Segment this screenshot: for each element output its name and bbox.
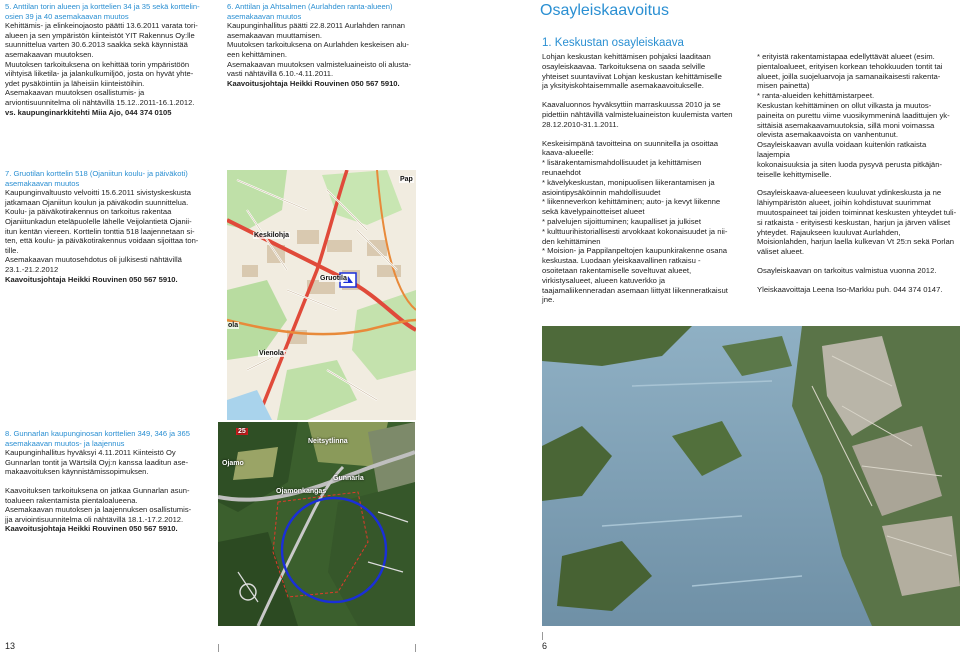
left-page-number: 13 <box>5 641 16 651</box>
lake-aerial-drawing <box>542 326 960 626</box>
section-5-text-3: Asemakaavan muutoksen osallistumis- ja arviontisuunnitelma oli nähtävillä 15.12..2011-16.1.2012. <box>5 88 195 107</box>
right-col1-p3: Keskeisimpänä tavoitteina on suunnitella ja osoittaa kaava-alueelle: * lisärakentamismahdollisuudet ja kehittämisen reunaehdot * kävelykeskustan, monipuolisen liikerantamisen ja asiointipysäköinnin mahdollisuudet * liikenneverkon kehittäminen; auto- ja kevyt liikenne sekä kävelypainotteiset alueet * palvelujen sijoittuminen; kaupalliset ja julkiset * kulttuurihistoriallisesti arvokkaat kokonaisuudet ja nii- den kehittäminen * Moision- ja Pappilanpeltojen kaupunkirakenne osana keskustaa. Luodaan yleiskaavallinen ratkaisu - osoitetaan rakentamiselle soveltuvat alueet, virkistysalueet, alueen katuverkko ja taajamaliikenneradan asemaan liittyät liikenneratkaisut jne. <box>542 138 728 305</box>
right-col2-p1: * erityistä rakentamistapaa edellyttävät alueet (esim. pientaloalueet, erityisen korkean tehokkuuden tontit tai alueet, joilla suojeluarvoja ja samanaikaisesti rakenta- misen painetta) * ranta-alueiden kehittämistarpeet. <box>757 52 943 101</box>
lake-aerial-photo <box>542 326 960 626</box>
right-col2-p4: Osayleiskaava-alueeseen kuuluvat ydinkeskusta ja ne lähiympäristön alueet, joihin kohdistuvat suurimmat muutospaineet tai joiden toiminnat keskusten yhteydet tuli- si ratkaista - erityisesti keskustan, harjun ja järven väliset yhteydet. Rajaukseen kuuluvat Aurlahden, Moisionlahden, harjun laella kulkevan Vt 25:n sekä Porlan väliset alueet. <box>757 188 957 257</box>
aerial-map <box>218 422 415 626</box>
section-6-text-1: Kaupunginhallitus päätti 22.8.2011 Aurlahden rannan asemakaavan muuttamisen. <box>227 21 406 40</box>
section-8 <box>5 429 215 534</box>
map-label-pap: Pap <box>400 176 413 183</box>
section-8-text-1: Kaupunginhallitus hyväksyi 4.11.2011 Kiinteistö Oy Gunnarlan tontit ja Wärtsilä Oyj:n kanssa laaditun ase- makaavoituksen käynnistämissopimuksen. <box>5 448 189 477</box>
section-6-text-2: Muutoksen tarkoituksena on Aurlahden keskeisen alu- een kehittäminen. <box>227 40 409 59</box>
right-column-2 <box>757 52 957 295</box>
section-8-contact: Kaavoitusjohtaja Heikki Rouvinen 050 567 5910. <box>5 524 178 534</box>
right-page-number: 6 <box>542 641 548 651</box>
section-6-contact: Kaavoitusjohtaja Heikki Rouvinen 050 567 5910. <box>227 78 400 88</box>
map-label-keskilohja: Keskilohja <box>254 232 290 239</box>
section-8-text-3: Asemakaavan muutoksen ja laajennuksen osallistumis- jja arviointisuunnitelma oli nähtävillä 18.1.-17.2.2012. <box>5 505 192 524</box>
section-6-heading: 6. Anttilan ja Ahtsalmen (Aurlahden ranta-alueen) asemakaavan muutos <box>227 2 393 21</box>
section-8-heading: 8. Gunnarlan kaupunginosan korttelien 349, 346 ja 365 asemakaavan muutos- ja laajennus <box>5 429 190 448</box>
aerial-label-25: 25 <box>238 428 246 435</box>
aerial-label-ojamonkangas: Ojamonkangas <box>276 488 327 495</box>
section-8-text-2: Kaavoituksen tarkoituksena on jatkaa Gunnarlan asun- toalueen rakentamista pientaloalueena. <box>5 485 190 505</box>
page-title: Osayleiskaavoitus <box>540 2 669 19</box>
section-5-text-2: Muutoksen tarkoituksena on kehittää torin ympäristöön viihtyisä liiketila- ja jalankulkumiljöö, josta on hyvät yhte- ydet pysäköintiin ja läheisiin kiinteistöihin. <box>5 59 194 88</box>
city-map <box>227 170 416 420</box>
crop-mark <box>218 644 219 652</box>
city-map-drawing <box>227 170 416 420</box>
section-5-contact: vs. kaupunginarkkitehti Miia Ajo, 044 374 0105 <box>5 107 172 117</box>
right-column-1 <box>542 52 748 305</box>
map-label-gruotila: Gruotila <box>320 275 347 282</box>
aerial-label-gunnarla: Gunnarla <box>333 475 364 482</box>
aerial-label-neitsytlinna: Neitsytlinna <box>308 438 348 445</box>
section-7 <box>5 169 215 284</box>
section-5-text-1: Kehittämis- ja elinkeinojaosto päätti 13.6.2011 varata tori- alueen ja sen ympäristön kiinteistöt YIT Rakennus Oy:lle suunnittelua varten 30.6.2013 saakka sekä käynnistää asemakaavan muutoksen. <box>5 21 198 59</box>
section-6 <box>227 2 442 88</box>
right-col1-p2: Kaavaluonnos hyväksyttiin marraskuussa 2010 ja se pidettiin nähtävillä valmisteluaineiston kuulemista varten 28.12.2010-31.1.2011. <box>542 100 733 129</box>
right-col2-p6: Yleiskaavoittaja Leena Iso-Markku puh. 044 374 0147. <box>757 284 943 294</box>
section-7-text-3: Asemakaavan muutosehdotus oli julkisesti nähtävillä 23.1.-21.2.2012 <box>5 255 182 274</box>
map-label-ola: ola <box>228 322 239 329</box>
crop-mark <box>415 644 416 652</box>
right-col2-p2: Keskustan kehittäminen on ollut vilkasta ja muutos- paineita on purettu viime vuosikymmeninä laadittujen yk- sittäisiä asemakaavamuutoksia, sillä moni voimassa olevista asemakaavoista on vanhentunut. <box>757 100 950 140</box>
right-col1-p1: Lohjan keskustan kehittämisen pohjaksi laaditaan osayleiskaavaa. Tarkoituksena on saada selville yhteiset suuntaviivat Lohjan keskustan kehittämiselle ja yksityiskohtaisemmalle asemakaavoitukselle. <box>542 52 722 91</box>
section-7-text-2: Koulu- ja päiväkotirakennus on tarkoitus rakentaa Ojaniitunkadun eteläpuolelle lähelle Veijolantietä Ojanii- itun kentän viereen. Korttelin tonttia 518 laajennetaan si- ten, että koulu- ja päiväkotirakennus voidaan sijoittaa ton- tille. <box>5 207 199 255</box>
section-7-text-1: Kaupunginvaltuusto velvoitti 15.6.2011 sivistyskeskusta jatkamaan Ojaniitun koulun ja päiväkodin suunnittelua. <box>5 188 192 207</box>
section-5 <box>5 2 215 117</box>
right-col2-p3: Osayleiskaavan avulla voidaan kuitenkin ratkaista laajempia kokonaisuuksia ja siten luoda pysyvä perusta pitkäjän- teiselle kehittymiselle. <box>757 140 943 179</box>
section-6-text-3: Asemakaavan muutoksen valmisteluaineisto oli alusta- vasti nähtävillä 6.10.-4.11.2011. <box>227 59 412 79</box>
section-7-heading: 7. Gruotilan korttelin 518 (Ojaniitun koulu- ja päiväkoti) asemakaavan muutos <box>5 169 188 188</box>
section-7-contact: Kaavoitusjohtaja Heikki Rouvinen 050 567 5910. <box>5 274 178 284</box>
aerial-label-ojamo: Ojamo <box>222 460 244 467</box>
crop-mark <box>542 632 543 640</box>
section-title: 1. Keskustan osayleiskaava <box>542 37 684 49</box>
map-label-vienola: Vienola <box>259 350 284 357</box>
aerial-map-drawing <box>218 422 415 626</box>
section-5-heading: 5. Anttilan torin alueen ja korttelien 34 ja 35 sekä korttelin- osien 39 ja 40 asemakaavan muutos <box>5 2 200 21</box>
right-col2-p5: Osayleiskaavan on tarkoitus valmistua vuonna 2012. <box>757 265 937 275</box>
